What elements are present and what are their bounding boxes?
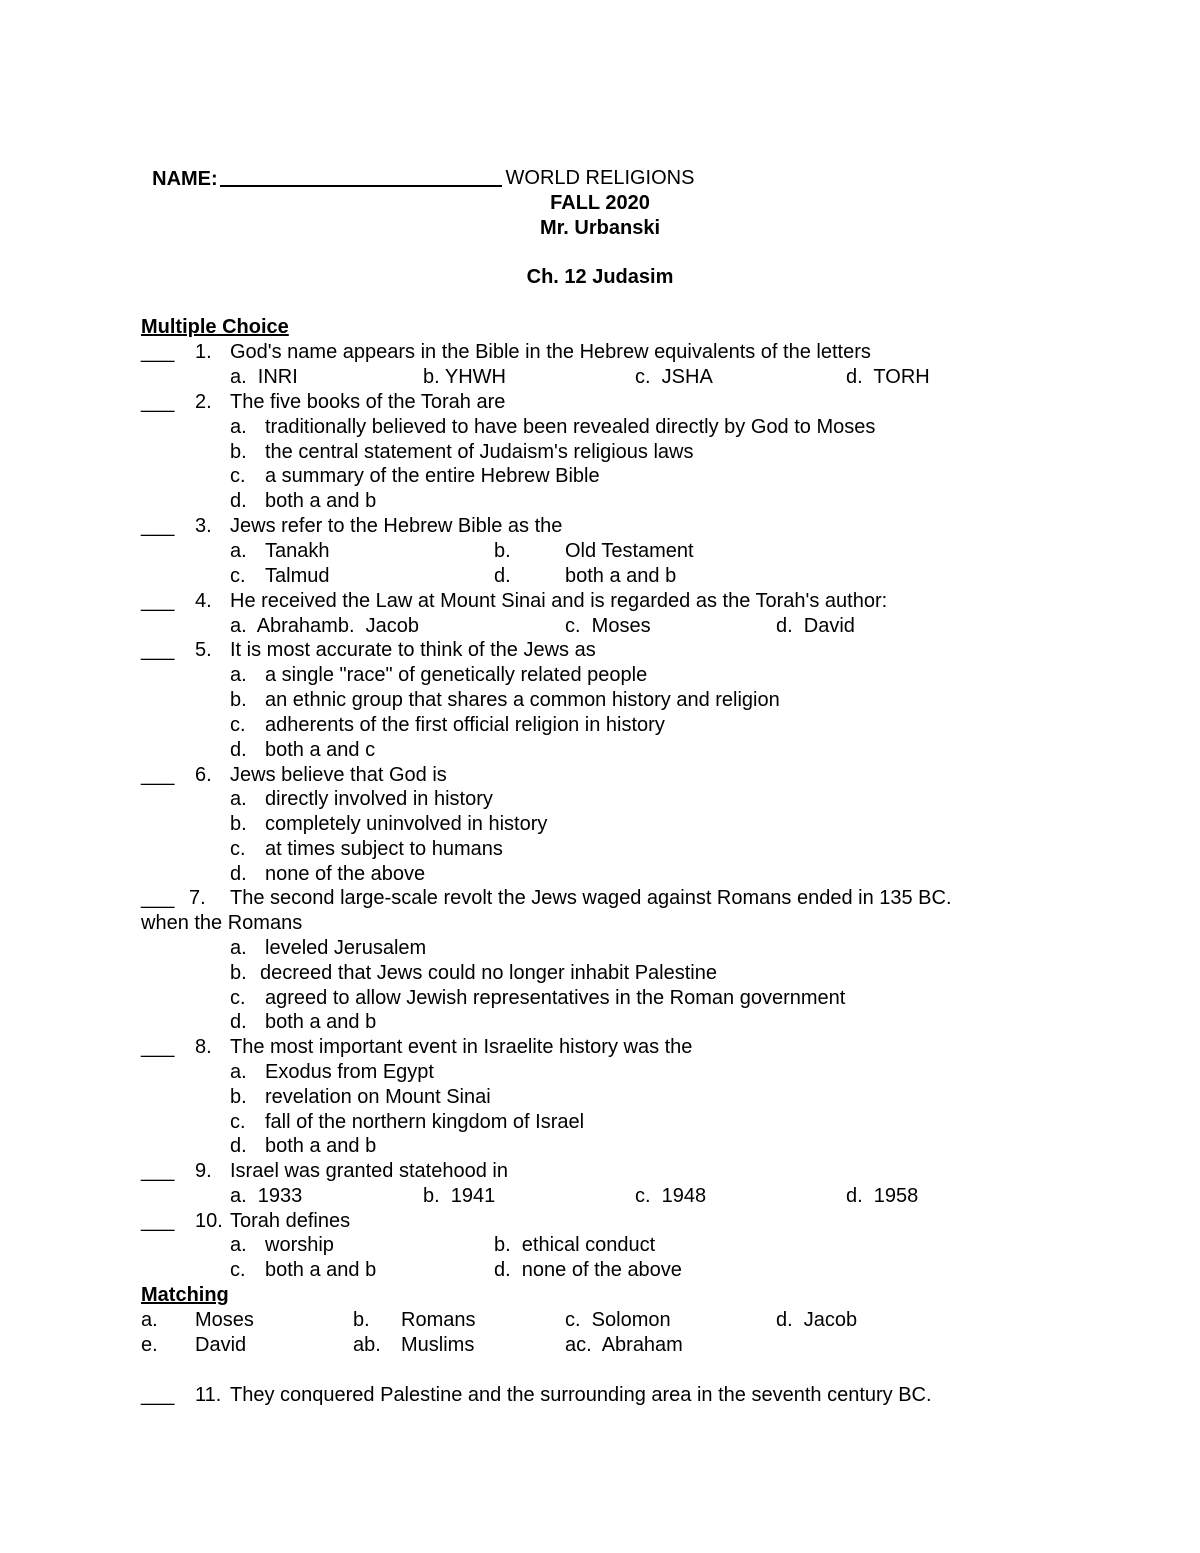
option-a: a. 1933 bbox=[230, 1185, 303, 1207]
question-number: 6. bbox=[195, 764, 212, 786]
option-d: d. 1958 bbox=[846, 1185, 919, 1207]
chapter-title: Ch. 12 Judasim bbox=[526, 266, 674, 288]
option-d: d. none of the above bbox=[494, 1259, 682, 1281]
option-c: adherents of the first official religion in history bbox=[265, 714, 665, 736]
option-d: both a and c bbox=[265, 739, 376, 761]
question-number: 2. bbox=[195, 391, 212, 413]
match-e: David bbox=[195, 1334, 247, 1356]
question-text: Torah defines bbox=[230, 1210, 351, 1232]
option-b-letter: b. bbox=[230, 689, 247, 711]
option-b: b. ethical conduct bbox=[494, 1234, 656, 1256]
option-a-b: a. Abrahamb. Jacob bbox=[230, 615, 420, 637]
option-b: b. YHWH bbox=[423, 366, 506, 388]
match-d: d. Jacob bbox=[776, 1309, 858, 1331]
option-c: c. Moses bbox=[565, 615, 651, 637]
match-ab: Muslims bbox=[401, 1334, 475, 1356]
option-a: traditionally believed to have been revealed directly by God to Moses bbox=[265, 416, 876, 438]
option-d: both a and b bbox=[265, 1135, 377, 1157]
question-text: The five books of the Torah are bbox=[230, 391, 506, 413]
option-d-letter: d. bbox=[230, 490, 247, 512]
match-b: Romans bbox=[401, 1309, 476, 1331]
answer-blank[interactable]: ___ bbox=[141, 515, 175, 537]
option-c-letter: c. bbox=[230, 838, 246, 860]
option-b: an ethnic group that shares a common history and religion bbox=[265, 689, 780, 711]
option-c: agreed to allow Jewish representatives in the Roman government bbox=[265, 987, 846, 1009]
option-c: at times subject to humans bbox=[265, 838, 503, 860]
option-b-letter: b. bbox=[230, 1086, 247, 1108]
question-text: God's name appears in the Bible in the Hebrew equivalents of the letters bbox=[230, 341, 871, 363]
question-number: 1. bbox=[195, 341, 212, 363]
question-number: 5. bbox=[195, 639, 212, 661]
option-b-letter: b. bbox=[494, 540, 511, 562]
option-c-letter: c. bbox=[230, 465, 246, 487]
option-d-letter: d. bbox=[494, 565, 511, 587]
option-a-letter: a. bbox=[230, 416, 247, 438]
match-ac: ac. Abraham bbox=[565, 1334, 683, 1356]
option-d-letter: d. bbox=[230, 863, 247, 885]
match-a: Moses bbox=[195, 1309, 254, 1331]
option-a-letter: a. bbox=[230, 1061, 247, 1083]
answer-blank[interactable]: ___ bbox=[141, 1210, 175, 1232]
question-text: The second large-scale revolt the Jews waged against Romans ended in 135 BC. bbox=[230, 887, 952, 909]
option-b: decreed that Jews could no longer inhabit Palestine bbox=[260, 962, 717, 984]
option-d: both a and b bbox=[265, 490, 377, 512]
question-text-continued: when the Romans bbox=[141, 912, 303, 934]
option-d: both a and b bbox=[265, 1011, 377, 1033]
match-e-letter: e. bbox=[141, 1334, 158, 1356]
answer-blank[interactable]: ___ bbox=[141, 764, 175, 786]
match-c: c. Solomon bbox=[565, 1309, 671, 1331]
option-a: worship bbox=[265, 1234, 334, 1256]
term: FALL 2020 bbox=[550, 192, 650, 214]
option-c: a summary of the entire Hebrew Bible bbox=[265, 465, 600, 487]
question-number: 7. bbox=[189, 887, 206, 909]
option-c: Talmud bbox=[265, 565, 330, 587]
option-c-letter: c. bbox=[230, 987, 246, 1009]
question-number: 3. bbox=[195, 515, 212, 537]
answer-blank[interactable]: ___ bbox=[141, 1384, 175, 1406]
teacher: Mr. Urbanski bbox=[539, 217, 661, 239]
question-number: 9. bbox=[195, 1160, 212, 1182]
option-a-letter: a. bbox=[230, 788, 247, 810]
option-a-letter: a. bbox=[230, 664, 247, 686]
option-a-letter: a. bbox=[230, 937, 247, 959]
option-b: the central statement of Judaism's religious laws bbox=[265, 441, 694, 463]
option-d: d. TORH bbox=[846, 366, 930, 388]
option-b: b. 1941 bbox=[423, 1185, 496, 1207]
question-text: It is most accurate to think of the Jews as bbox=[230, 639, 596, 661]
question-text: Jews refer to the Hebrew Bible as the bbox=[230, 515, 563, 537]
multiple-choice-heading: Multiple Choice bbox=[141, 316, 289, 338]
match-a-letter: a. bbox=[141, 1309, 158, 1331]
option-a: directly involved in history bbox=[265, 788, 493, 810]
question-text: He received the Law at Mount Sinai and is regarded as the Torah's author: bbox=[230, 590, 888, 612]
question-text: Jews believe that God is bbox=[230, 764, 447, 786]
question-number: 11. bbox=[195, 1384, 222, 1406]
option-a-letter: a. bbox=[230, 1234, 247, 1256]
matching-heading: Matching bbox=[141, 1284, 229, 1306]
option-b-letter: b. bbox=[230, 441, 247, 463]
option-c-letter: c. bbox=[230, 565, 246, 587]
answer-blank[interactable]: ___ bbox=[141, 341, 175, 363]
option-b-letter: b. bbox=[230, 813, 247, 835]
answer-blank[interactable]: ___ bbox=[141, 639, 175, 661]
option-c-letter: c. bbox=[230, 714, 246, 736]
option-d: both a and b bbox=[565, 565, 677, 587]
question-text: The most important event in Israelite history was the bbox=[230, 1036, 693, 1058]
question-number: 4. bbox=[195, 590, 212, 612]
option-a: Exodus from Egypt bbox=[265, 1061, 434, 1083]
name-label: NAME: bbox=[152, 168, 218, 190]
option-d: none of the above bbox=[265, 863, 426, 885]
option-a: a single "race" of genetically related people bbox=[265, 664, 648, 686]
question-text: Israel was granted statehood in bbox=[230, 1160, 508, 1182]
option-c-letter: c. bbox=[230, 1259, 246, 1281]
option-b: Old Testament bbox=[565, 540, 694, 562]
match-ab-letter: ab. bbox=[353, 1334, 381, 1356]
option-d-letter: d. bbox=[230, 1011, 247, 1033]
option-d-letter: d. bbox=[230, 1135, 247, 1157]
answer-blank[interactable]: ___ bbox=[141, 590, 175, 612]
course-title: WORLD RELIGIONS bbox=[505, 167, 695, 189]
answer-blank[interactable]: ___ bbox=[141, 887, 175, 909]
option-c: both a and b bbox=[265, 1259, 377, 1281]
answer-blank[interactable]: ___ bbox=[141, 1036, 175, 1058]
option-a: Tanakh bbox=[265, 540, 330, 562]
option-c: fall of the northern kingdom of Israel bbox=[265, 1111, 585, 1133]
match-b-letter: b. bbox=[353, 1309, 370, 1331]
answer-blank[interactable]: ___ bbox=[141, 391, 175, 413]
option-a: a. INRI bbox=[230, 366, 298, 388]
option-a-letter: a. bbox=[230, 540, 247, 562]
option-c: c. JSHA bbox=[635, 366, 713, 388]
option-d: d. David bbox=[776, 615, 855, 637]
option-d-letter: d. bbox=[230, 739, 247, 761]
option-b-letter: b. bbox=[230, 962, 247, 984]
option-c: c. 1948 bbox=[635, 1185, 707, 1207]
question-text: They conquered Palestine and the surrounding area in the seventh century BC. bbox=[230, 1384, 932, 1406]
option-b: completely uninvolved in history bbox=[265, 813, 548, 835]
option-a: leveled Jerusalem bbox=[265, 937, 427, 959]
answer-blank[interactable]: ___ bbox=[141, 1160, 175, 1182]
option-c-letter: c. bbox=[230, 1111, 246, 1133]
question-number: 10. bbox=[195, 1210, 223, 1232]
question-number: 8. bbox=[195, 1036, 212, 1058]
option-b: revelation on Mount Sinai bbox=[265, 1086, 491, 1108]
